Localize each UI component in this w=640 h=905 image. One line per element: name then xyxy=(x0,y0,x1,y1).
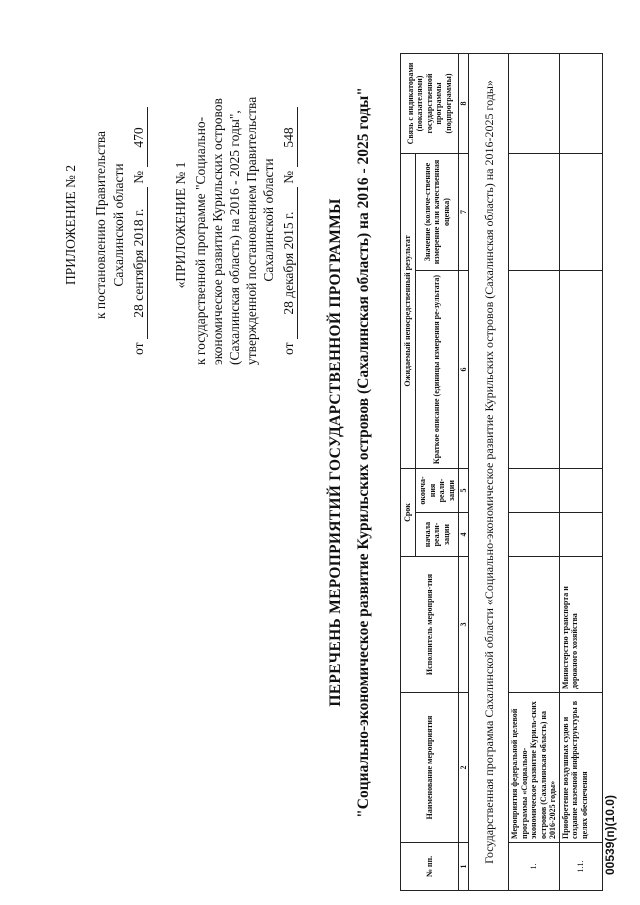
program-line-1: к государственной программе "Социально- xyxy=(193,116,208,365)
page-title: ПЕРЕЧЕНЬ МЕРОПРИЯТИЙ ГОСУДАРСТВЕННОЙ ПРОГРАММЫ xyxy=(327,198,344,707)
column-number: 4 xyxy=(459,513,469,557)
resolution-number: 470 xyxy=(130,108,148,168)
row-number: 1.1. xyxy=(559,843,602,891)
from-label: от xyxy=(131,342,146,355)
header-no: № пп. xyxy=(401,843,459,891)
row-start xyxy=(509,513,560,557)
resolution-line1: к постановлению Правительства xyxy=(93,130,108,320)
row-end xyxy=(559,469,602,513)
row-start xyxy=(559,513,602,557)
column-number: 3 xyxy=(459,557,469,693)
row-executor xyxy=(509,557,560,693)
column-number: 5 xyxy=(459,469,469,513)
header-name: Наименование мероприятия xyxy=(401,693,459,843)
document-code: 00539(п)(10.0) xyxy=(603,795,617,875)
header-link: Связь с индикаторами (показателями) государственной программы (подпрограммы) xyxy=(401,54,459,154)
resolution-date: 28 сентября 2018 г. xyxy=(130,187,148,339)
table-row xyxy=(559,54,602,891)
resolution-date-line xyxy=(130,108,148,356)
approval-date: 28 декабря 2015 г. xyxy=(280,187,298,339)
row-description xyxy=(559,271,602,469)
row-name: Мероприятия федеральной целевой программы «Социально-экономическое развитие Куриль-ских островов (Сахалинская область) на 2016-2025 годы» xyxy=(509,693,560,843)
measures-table xyxy=(400,53,603,891)
program-line-4: утвержденной постановлением Правительства xyxy=(244,96,259,365)
program-line-2: экономическое развитие Курильских островов xyxy=(210,98,225,365)
column-number: 1 xyxy=(459,843,469,891)
approval-number-label: № xyxy=(281,170,296,184)
row-link xyxy=(559,54,602,154)
page-subtitle: "Социально-экономическое развитие Курильских островов (Сахалинская область) на 2016 - 2025 годы" xyxy=(355,87,372,818)
header-result: Ожидаемый непосредственный результат xyxy=(401,154,416,469)
header-start: начала реали-зации xyxy=(416,513,459,557)
program-line-3: (Сахалинская область) на 2016 - 2025 годы", xyxy=(227,110,242,365)
row-link xyxy=(509,54,560,154)
resolution-line2: Сахалинской области xyxy=(111,163,126,287)
header-value: Значение (количе-ственное измерение или качественная оценка) xyxy=(416,154,459,271)
header-description: Краткое описание (единицы измерения ре-зультата) xyxy=(416,271,459,469)
program-line-5: Сахалинской области xyxy=(261,158,276,282)
row-end xyxy=(509,469,560,513)
row-executor: Министерство транспорта и дорожного хозяйства xyxy=(559,557,602,693)
header-term: Срок xyxy=(401,469,416,557)
approval-from-label: от xyxy=(281,342,296,355)
program-title-cell: Государственная программа Сахалинской области «Социально-экономическое развитие Курильских островов (Сахалинская область) на 2016-2025 годы» xyxy=(469,54,509,891)
row-number: 1. xyxy=(509,843,560,891)
row-value xyxy=(559,154,602,271)
previous-appendix-label: «ПРИЛОЖЕНИЕ № 1 xyxy=(173,161,188,289)
column-number: 8 xyxy=(459,54,469,154)
header-end: оконча-ния реали-зации xyxy=(416,469,459,513)
appendix-label: ПРИЛОЖЕНИЕ № 2 xyxy=(63,164,78,286)
column-number-row xyxy=(459,54,469,891)
row-value xyxy=(509,154,560,271)
column-number: 7 xyxy=(459,154,469,271)
approval-number: 548 xyxy=(280,108,298,168)
number-label: № xyxy=(131,170,146,184)
column-number: 6 xyxy=(459,271,469,469)
header-executor: Исполнитель мероприя-тия xyxy=(401,557,459,693)
header-row-1 xyxy=(401,54,416,891)
column-number: 2 xyxy=(459,693,469,843)
approval-date-line xyxy=(280,108,298,356)
row-description xyxy=(509,271,560,469)
table-row xyxy=(509,54,560,891)
row-name: Приобретение воздушных судов и создание наземной инфраструктуры в целях обеспечения xyxy=(559,693,602,843)
program-row xyxy=(469,54,509,891)
